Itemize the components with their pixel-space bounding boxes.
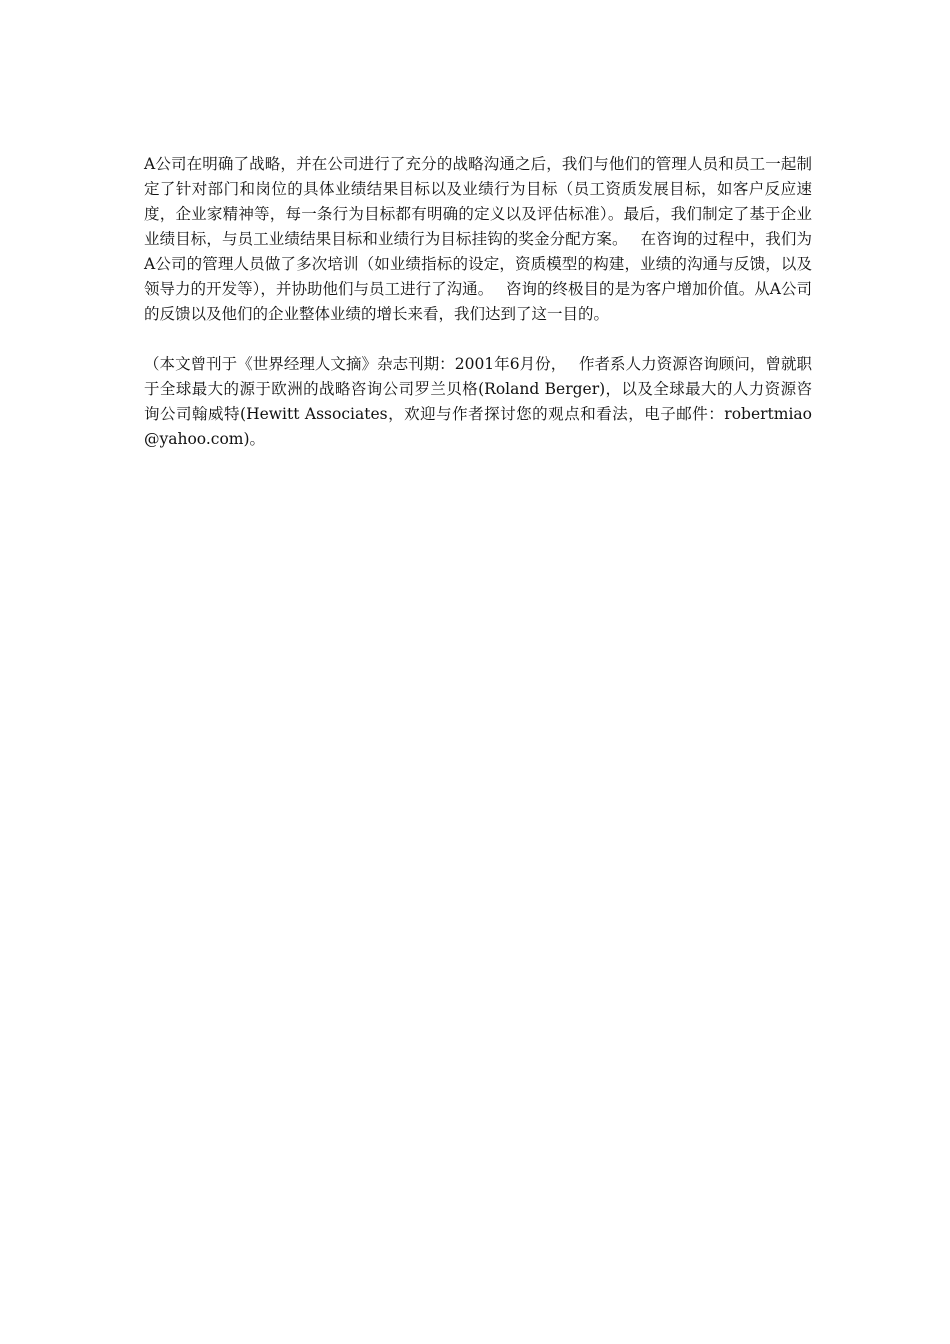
document-body [144,152,812,452]
paragraph-spacer [144,327,812,352]
paragraph-author-note: （本文曾刊于《世界经理人文摘》杂志刊期：2001年6月份， 作者系人力资源咨询顾问，曾就职于全球最大的源于欧洲的战略咨询公司罗兰贝格(Roland Berger)，以及全球最大的人力资源咨询公司翰威特(Hewitt Associates，欢迎与作者探讨您的观点和看法，电子邮件：robertmiao@yahoo.com)。 [144,355,812,448]
paragraph-consulting-summary: A公司在明确了战略，并在公司进行了充分的战略沟通之后，我们与他们的管理人员和员工一起制定了针对部门和岗位的具体业绩结果目标以及业绩行为目标（员工资质发展目标，如客户反应速度，企业家精神等，每一条行为目标都有明确的定义以及评估标准）。最后，我们制定了基于企业业绩目标，与员工业绩结果目标和业绩行为目标挂钩的奖金分配方案。 在咨询的过程中，我们为A公司的管理人员做了多次培训（如业绩指标的设定，资质模型的构建，业绩的沟通与反馈，以及领导力的开发等），并协助他们与员工进行了沟通。 咨询的终极目的是为客户增加价值。从A公司的反馈以及他们的企业整体业绩的增长来看，我们达到了这一目的。 [144,155,812,323]
